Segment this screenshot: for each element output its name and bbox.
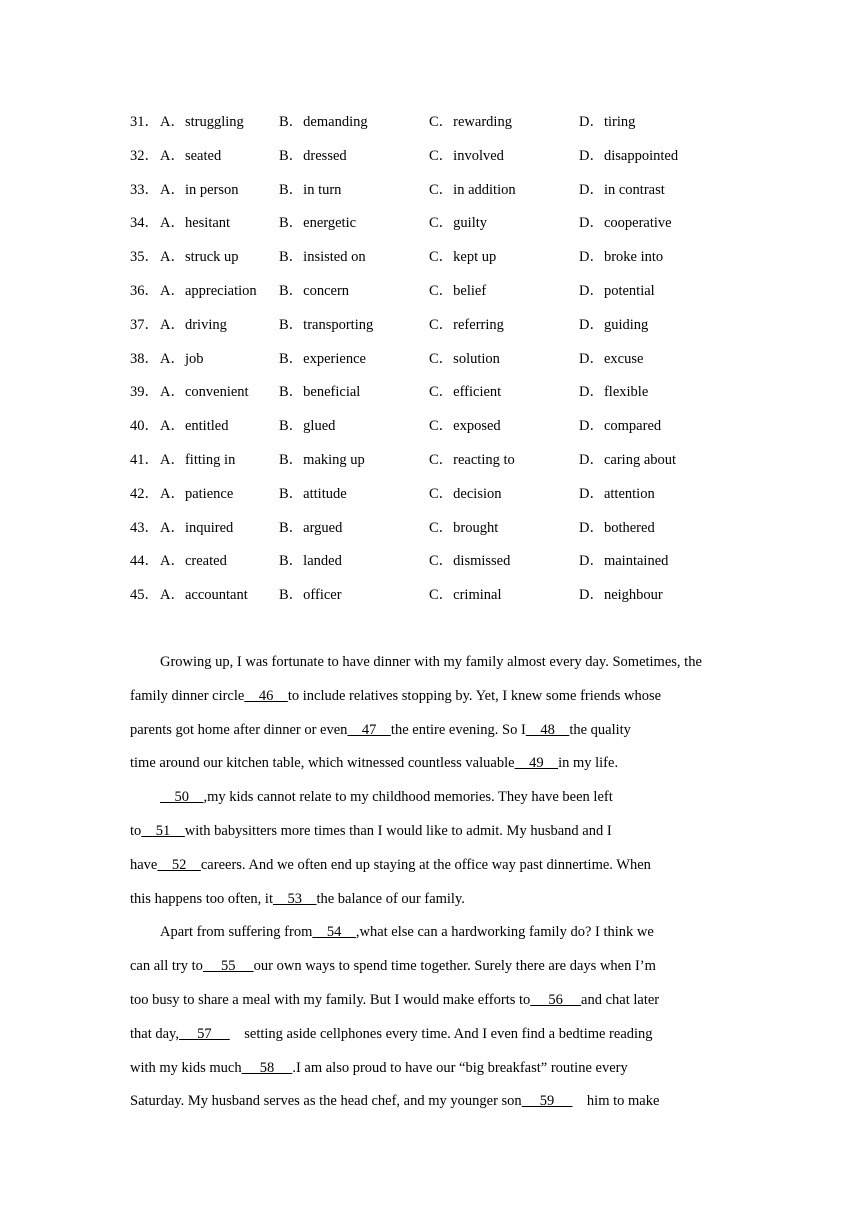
option-c: C．criminal — [429, 587, 502, 604]
option-b: B．experience — [279, 350, 366, 367]
passage-line — [130, 717, 730, 751]
passage-line — [130, 649, 730, 683]
passage-text: our own ways to spend time together. Surely there are days when I’m — [253, 958, 656, 975]
option-a: A．seated — [160, 147, 222, 164]
passage-line — [130, 886, 730, 920]
passage-text: setting aside cellphones every time. And I even find a bedtime reading — [229, 1025, 653, 1042]
option-a: A．accountant — [160, 587, 248, 604]
question-row-36 — [130, 278, 770, 312]
option-a: A．fitting in — [160, 451, 236, 468]
passage-text: family dinner circle — [130, 687, 245, 704]
question-row-37 — [130, 312, 770, 346]
blank-54: 54 — [312, 924, 356, 941]
passage-line — [130, 1055, 730, 1089]
blank-55: 55 — [202, 958, 254, 975]
option-d: D．broke into — [579, 249, 664, 266]
option-d: D．guiding — [579, 316, 649, 333]
option-b: B．attitude — [279, 485, 347, 502]
option-b: B．energetic — [279, 215, 357, 232]
passage-line — [130, 1021, 730, 1055]
question-row-42 — [130, 481, 770, 515]
question-number: 45． — [130, 587, 159, 604]
blank-53: 53 — [272, 890, 317, 907]
option-a: A．created — [160, 553, 227, 570]
option-d: D．maintained — [579, 553, 669, 570]
question-number: 38． — [130, 350, 159, 367]
passage-text: that day, — [130, 1025, 179, 1042]
option-d: D．attention — [579, 485, 655, 502]
passage-line — [130, 784, 730, 818]
option-d: D．disappointed — [579, 147, 679, 164]
option-c: C．referring — [429, 316, 504, 333]
question-row-41 — [130, 447, 770, 481]
option-c: C．efficient — [429, 384, 502, 401]
question-number: 36． — [130, 282, 159, 299]
blank-50: 50 — [160, 789, 204, 806]
question-row-38 — [130, 346, 770, 380]
option-a: A．entitled — [160, 418, 229, 435]
question-row-33 — [130, 177, 770, 211]
option-b: B．transporting — [279, 316, 374, 333]
option-c: C．kept up — [429, 249, 497, 266]
option-a: A．convenient — [160, 384, 249, 401]
passage-text: have — [130, 856, 158, 873]
option-d: D．flexible — [579, 384, 649, 401]
option-b: B．officer — [279, 587, 342, 604]
passage-text: careers. And we often end up staying at the office way past dinnertime. When — [200, 856, 651, 873]
passage-text: ,what else can a hardworking family do? I think we — [355, 924, 654, 941]
option-a: A．struck up — [160, 249, 239, 266]
passage-line — [130, 750, 730, 784]
option-d: D．excuse — [579, 350, 644, 367]
blank-59: 59 — [521, 1093, 573, 1110]
option-a: A．job — [160, 350, 204, 367]
passage-text: the balance of our family. — [316, 890, 465, 907]
option-b: B．demanding — [279, 114, 368, 130]
passage-text: to include relatives stopping by. Yet, I knew some friends whose — [287, 687, 662, 704]
question-number: 44． — [130, 553, 159, 570]
passage-text: him to make — [572, 1093, 660, 1110]
question-row-32 — [130, 143, 770, 177]
option-b: B．argued — [279, 519, 343, 536]
passage-text: Growing up, I was fortunate to have dinner with my family almost every day. Sometimes, the — [160, 654, 702, 670]
option-b: B．making up — [279, 451, 365, 468]
question-number: 37． — [130, 316, 159, 333]
passage-text: can all try to — [130, 958, 203, 975]
option-a: A．in person — [160, 181, 239, 198]
option-d: D．caring about — [579, 451, 677, 468]
passage-text: and chat later — [581, 991, 660, 1008]
passage-line — [130, 683, 730, 717]
blank-58: 58 — [241, 1059, 293, 1076]
question-number: 33． — [130, 181, 159, 198]
question-number: 41． — [130, 451, 159, 468]
option-d: D．in contrast — [579, 181, 665, 198]
option-b: B．dressed — [279, 147, 347, 164]
passage-text: the entire evening. So I — [390, 721, 526, 738]
option-c: C．rewarding — [429, 114, 512, 130]
option-b: B．beneficial — [279, 384, 361, 401]
question-row-34 — [130, 210, 770, 244]
question-number: 43． — [130, 519, 159, 536]
passage-text: too busy to share a meal with my family. But I would make efforts to — [130, 991, 531, 1008]
passage-text: time around our kitchen table, which witnessed countless valuable — [130, 755, 515, 772]
cloze-passage — [130, 649, 730, 1122]
option-c: C．exposed — [429, 418, 501, 435]
question-number: 31． — [130, 114, 159, 130]
question-number: 42． — [130, 485, 159, 502]
option-b: B．insisted on — [279, 249, 366, 266]
passage-text: the quality — [569, 721, 631, 738]
blank-47: 47 — [347, 721, 391, 738]
option-c: C．solution — [429, 350, 500, 367]
passage-text: Saturday. My husband serves as the head chef, and my younger son — [130, 1093, 522, 1110]
blank-57: 57 — [179, 1025, 230, 1042]
passage-line — [130, 919, 730, 953]
option-a: A．inquired — [160, 519, 234, 536]
question-number: 34． — [130, 215, 159, 232]
option-d: D．potential — [579, 282, 655, 299]
option-c: C．belief — [429, 282, 487, 299]
passage-line — [130, 1088, 730, 1122]
option-a: A．driving — [160, 316, 227, 333]
blank-56: 56 — [530, 991, 582, 1008]
question-number: 32． — [130, 147, 159, 164]
blank-46: 46 — [244, 687, 288, 704]
passage-text: .I am also proud to have our “big breakfast” routine every — [292, 1059, 628, 1076]
question-row-43 — [130, 515, 770, 549]
blank-48: 48 — [525, 721, 570, 738]
option-c: C．in addition — [429, 181, 516, 198]
question-number: 39． — [130, 384, 159, 401]
option-c: C．brought — [429, 519, 499, 536]
question-row-31 — [130, 109, 770, 143]
option-c: C．guilty — [429, 215, 488, 232]
passage-text: this happens too often, it — [130, 890, 273, 907]
question-row-39 — [130, 379, 770, 413]
option-c: C．dismissed — [429, 553, 511, 570]
option-b: B．landed — [279, 553, 342, 570]
question-row-44 — [130, 548, 770, 582]
blank-52: 52 — [157, 856, 201, 873]
passage-text: in my life. — [558, 755, 619, 772]
option-c: C．decision — [429, 485, 502, 502]
option-b: B．glued — [279, 418, 336, 435]
passage-text: with babysitters more times than I would like to admit. My husband and I — [184, 822, 612, 839]
passage-line — [130, 987, 730, 1021]
passage-text: ,my kids cannot relate to my childhood memories. They have been left — [203, 789, 613, 806]
option-d: D．tiring — [579, 114, 636, 130]
question-row-45 — [130, 582, 770, 616]
question-row-35 — [130, 244, 770, 278]
option-d: D．compared — [579, 418, 662, 435]
option-d: D．neighbour — [579, 587, 663, 604]
passage-text: Apart from suffering from — [160, 924, 313, 941]
question-number: 40． — [130, 418, 159, 435]
passage-text: with my kids much — [130, 1059, 242, 1076]
question-number: 35． — [130, 249, 159, 266]
passage-line — [130, 953, 730, 987]
blank-51: 51 — [141, 822, 185, 839]
options-list — [130, 109, 770, 616]
question-row-40 — [130, 413, 770, 447]
passage-line — [130, 818, 730, 852]
passage-text: parents got home after dinner or even — [130, 721, 348, 738]
option-b: B．in turn — [279, 181, 342, 198]
option-c: C．involved — [429, 147, 504, 164]
passage-text: to — [130, 822, 142, 839]
option-c: C．reacting to — [429, 451, 515, 468]
option-b: B．concern — [279, 282, 350, 299]
blank-49: 49 — [514, 755, 559, 772]
passage-line — [130, 852, 730, 886]
option-d: D．bothered — [579, 519, 655, 536]
option-a: A．hesitant — [160, 215, 231, 232]
option-a: A．struggling — [160, 114, 244, 130]
option-a: A．appreciation — [160, 282, 257, 299]
option-d: D．cooperative — [579, 215, 672, 232]
option-a: A．patience — [160, 485, 234, 502]
